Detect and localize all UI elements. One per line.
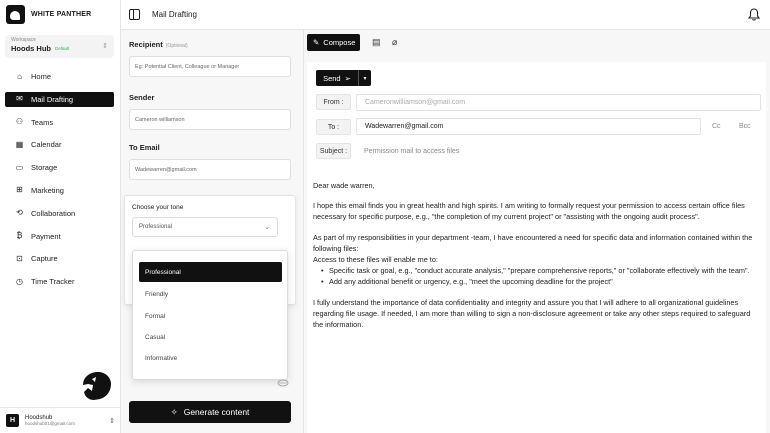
user-email: hoodshub01@gmail.com <box>25 421 75 426</box>
tone-select[interactable] <box>132 217 278 237</box>
sidebar-nav <box>5 69 114 297</box>
brand-name: WHITE PANTHER <box>31 11 92 18</box>
sidebar-item-label: Time Tracker <box>31 277 75 287</box>
sidebar-item-capture[interactable] <box>5 251 114 266</box>
calendar-icon: ▦ <box>15 139 24 149</box>
workspace-name: Hoods Hub <box>11 44 51 53</box>
to-email-label: To Email <box>129 143 160 152</box>
tab-compose[interactable] <box>307 34 360 51</box>
sidebar-item-payment[interactable] <box>5 229 114 244</box>
chevron-updown-icon: ⇕ <box>102 43 108 50</box>
workspace-label: Workspace <box>11 37 36 43</box>
user-account[interactable] <box>0 407 121 433</box>
brand[interactable] <box>6 5 91 24</box>
tone-option-professional[interactable]: Professional <box>139 262 282 282</box>
generate-content-label: Generate content <box>183 407 250 417</box>
sidebar-item-label: Calendar <box>31 140 62 150</box>
sidebar-item-label: Capture <box>31 254 58 264</box>
sender-input[interactable]: Cameron williamson <box>129 109 291 130</box>
tone-option-casual[interactable]: Casual <box>145 333 166 341</box>
user-name: Hoodshub <box>25 415 53 421</box>
chevron-down-icon: ⌄ <box>264 224 270 231</box>
sender-label: Sender <box>129 93 155 102</box>
sidebar-toggle-icon[interactable] <box>129 9 140 20</box>
teams-icon: ⚇ <box>15 117 24 127</box>
recipient-label: Recipient (Optional) <box>129 40 188 49</box>
tone-option-formal[interactable]: Formal <box>145 312 166 320</box>
marketing-icon: ⊞ <box>16 185 23 195</box>
email-bullet-list <box>323 265 760 287</box>
sidebar-item-label: Collaboration <box>31 208 76 218</box>
tone-select-value: Professional <box>139 224 173 230</box>
topbar <box>121 0 770 30</box>
storage-icon: ▭ <box>15 162 24 172</box>
email-body[interactable] <box>307 171 766 433</box>
subject-label: Subject : <box>316 143 351 159</box>
cc-button[interactable]: Cc <box>712 123 721 130</box>
collaboration-icon: ⟲ <box>16 208 23 218</box>
send-button[interactable] <box>316 70 358 86</box>
chevron-updown-icon: ⇕ <box>109 418 115 425</box>
list-item: • Specific task or goal, e.g., "conduct accurate analysis," "prepare comprehensive reports," or "collaborate effectively with the team". <box>323 265 760 276</box>
sidebar-item-label: Marketing <box>31 185 64 195</box>
generate-content-button[interactable] <box>129 401 291 423</box>
sidebar-item-calendar[interactable] <box>5 137 114 152</box>
payment-icon: ₿ <box>16 231 23 241</box>
email-toolbar <box>304 30 770 54</box>
workspace-switcher[interactable] <box>5 35 114 58</box>
sidebar-item-label: Payment <box>31 231 61 241</box>
send-label: Send <box>323 73 341 83</box>
sidebar-item-mail-drafting[interactable] <box>5 92 114 107</box>
avatar: H <box>6 414 19 427</box>
inbox-icon[interactable]: ▤ <box>372 37 381 47</box>
tab-compose-label: Compose <box>323 38 356 47</box>
list-item: • Add any additional benefit or urgency, e.g., "meet the upcoming deadline for the project" <box>323 276 760 287</box>
optional-hint: (Optional) <box>165 43 188 49</box>
to-email-input[interactable]: Wadewarren@gmail.com <box>129 159 291 180</box>
capture-icon: ⊡ <box>16 253 23 263</box>
textarea-resize-icon[interactable] <box>262 372 290 390</box>
sidebar-item-marketing[interactable] <box>5 183 114 198</box>
email-panel <box>304 30 770 433</box>
edit-icon: ✎ <box>313 38 320 47</box>
home-icon: ⌂ <box>17 71 22 81</box>
sidebar-item-teams[interactable] <box>5 115 114 130</box>
sidebar-item-label: Home <box>31 72 52 81</box>
email-paragraph: I fully understand the importance of data confidentiality and integrity and assure you that I will adhere to all organizational guidelines regarding file usage. If needed, I am more than willing to sign a non-disclosure agreement or take any other steps required to safeguard the information. <box>313 297 751 330</box>
attachment-icon[interactable]: ⌀ <box>392 37 398 47</box>
sidebar-item-storage[interactable] <box>5 160 114 175</box>
email-greeting: Dear wade warren, <box>313 181 375 190</box>
email-paragraph: As part of my responsibilities in your department -team, I have encountered a need for specific data and information contained within the following files: <box>313 232 753 253</box>
sidebar-item-label: Teams <box>31 117 54 127</box>
panther-logo-icon <box>6 5 25 24</box>
to-field[interactable]: Wadewarren@gmail.com <box>356 118 701 135</box>
send-options-button[interactable]: ▾ <box>358 70 371 86</box>
clock-icon: ◷ <box>16 276 23 286</box>
sidebar-item-label: Storage <box>31 163 58 173</box>
sidebar-item-time-tracker[interactable] <box>5 274 114 289</box>
from-label: From : <box>316 94 351 110</box>
email-paragraph: Access to these files will enable me to: <box>313 255 438 265</box>
tone-dropdown-menu <box>132 250 288 380</box>
workspace-badge: Default <box>55 46 70 51</box>
sidebar <box>0 0 121 433</box>
sidebar-item-collaboration[interactable] <box>5 206 114 221</box>
tone-option-informative[interactable]: Informative <box>145 354 178 362</box>
from-field[interactable]: Cameronwilliamson@gmail.com <box>356 94 761 111</box>
email-paragraph: I hope this email finds you in great health and high spirits. I am writing to formally request your permission to access certain office files necessary for specific purpose, e.g., "the completion of my current project" or "assisting with the ongoing audit process". <box>313 201 745 222</box>
bcc-button[interactable]: Bcc <box>739 123 751 130</box>
sidebar-item-label: Mail Drafting <box>31 94 74 104</box>
mail-icon: ✉ <box>16 94 23 104</box>
tone-label: Choose your tone <box>132 204 184 211</box>
tone-option-friendly[interactable]: Friendly <box>145 290 169 298</box>
recipient-input[interactable]: Eg: Potential Client, Colleague or Manager <box>129 56 291 77</box>
to-label: To : <box>316 119 351 135</box>
sparkle-icon: ✧ <box>170 406 178 417</box>
panther-mascot-icon <box>80 371 112 401</box>
page-title: Mail Drafting <box>152 10 197 19</box>
subject-field[interactable]: Permission mail to access files <box>356 143 761 160</box>
send-icon: ➢ <box>344 73 351 83</box>
bell-icon[interactable] <box>748 8 760 21</box>
sidebar-item-home[interactable] <box>5 69 114 84</box>
